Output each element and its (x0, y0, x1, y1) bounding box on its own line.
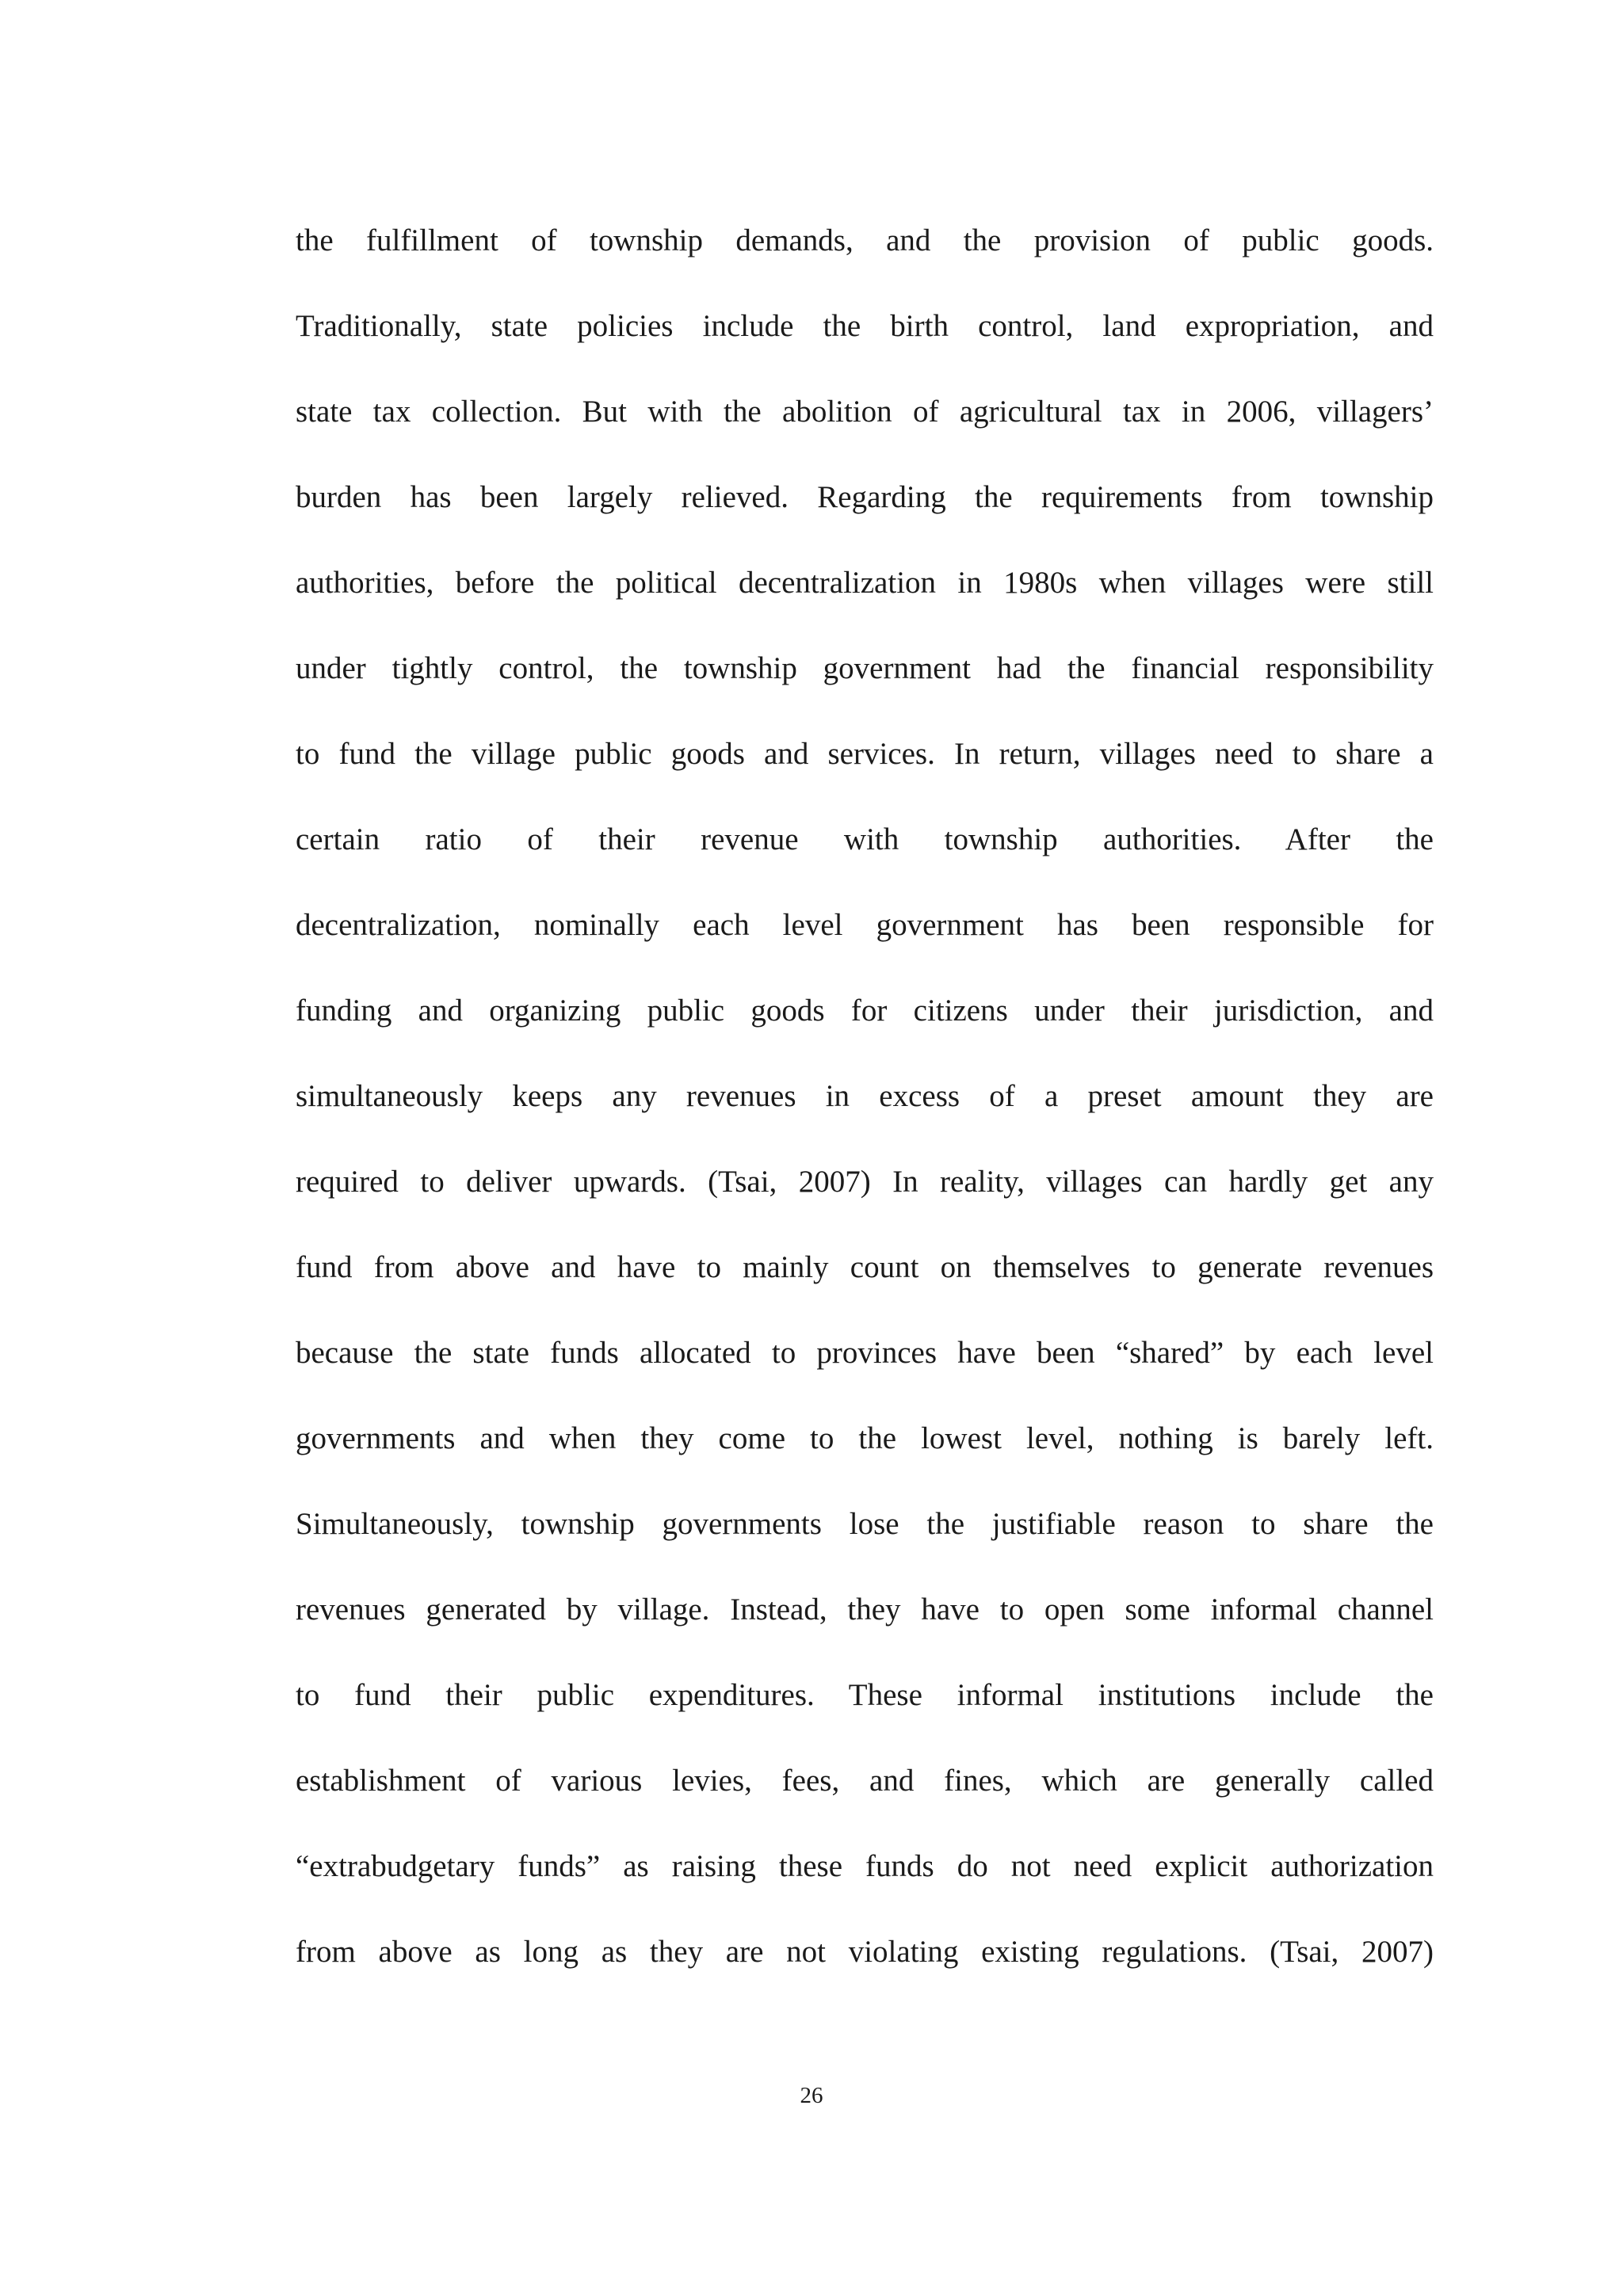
text-line: to fund the village public goods and services. In return, villages need to share a (296, 737, 1434, 771)
text-line: fund from above and have to mainly count on themselves to generate revenues (296, 1250, 1434, 1284)
page-number: 26 (800, 2083, 823, 2108)
text-line: the fulfillment of township demands, and the provision of public goods. (296, 223, 1434, 257)
text-line: governments and when they come to the lowest level, nothing is barely left. (296, 1421, 1434, 1455)
text-line: simultaneously keeps any revenues in excess of a preset amount they are (296, 1079, 1434, 1113)
text-line: required to deliver upwards. (Tsai, 2007) In reality, villages can hardly get any (296, 1165, 1434, 1199)
text-line: certain ratio of their revenue with township authorities. After the (296, 822, 1434, 856)
text-line: because the state funds allocated to provinces have been “shared” by each level (296, 1336, 1434, 1370)
text-line: revenues generated by village. Instead, they have to open some informal channel (296, 1592, 1434, 1627)
text-line: funding and organizing public goods for citizens under their jurisdiction, and (296, 994, 1434, 1028)
text-line: authorities, before the political decentralization in 1980s when villages were still (296, 566, 1434, 600)
body-paragraph (296, 212, 1434, 2009)
text-line: from above as long as they are not violating existing regulations. (Tsai, 2007) (296, 1935, 1434, 1969)
text-line: under tightly control, the township government had the financial responsibility (296, 651, 1434, 685)
text-line: Simultaneously, township governments lose the justifiable reason to share the (296, 1507, 1434, 1541)
text-line: burden has been largely relieved. Regarding the requirements from township (296, 480, 1434, 514)
text-line: Traditionally, state policies include the birth control, land expropriation, and (296, 309, 1434, 343)
text-line: “extrabudgetary funds” as raising these funds do not need explicit authorization (296, 1849, 1434, 1883)
text-line: decentralization, nominally each level government has been responsible for (296, 908, 1434, 942)
text-line: to fund their public expenditures. These informal institutions include the (296, 1678, 1434, 1712)
text-line: establishment of various levies, fees, and fines, which are generally called (296, 1764, 1434, 1798)
text-line: state tax collection. But with the abolition of agricultural tax in 2006, villagers’ (296, 395, 1434, 429)
